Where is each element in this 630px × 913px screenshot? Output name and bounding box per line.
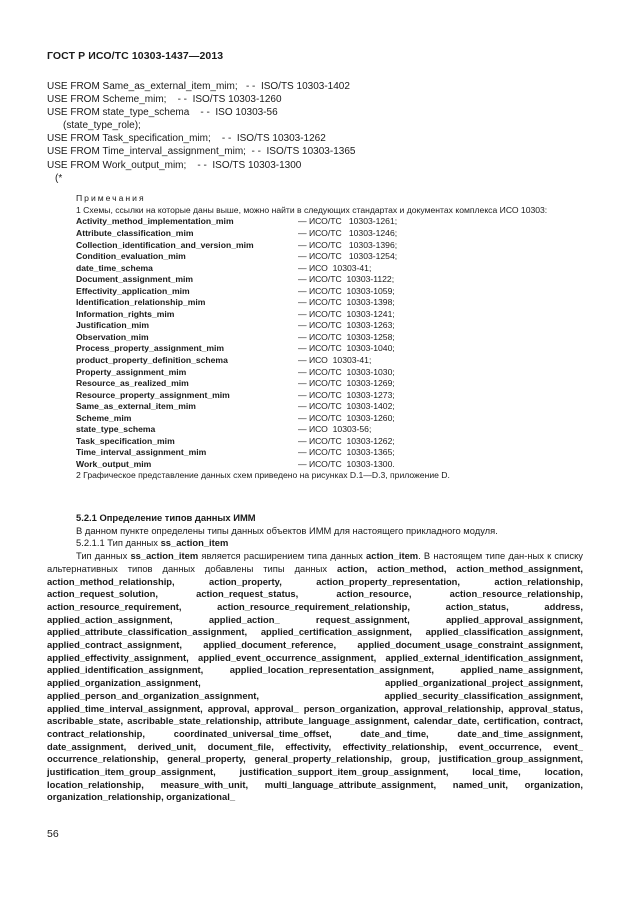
reference-row — [76, 436, 583, 448]
reference-row — [76, 447, 583, 459]
schema-name: state_type_schema — [76, 424, 156, 435]
schema-name: product_property_definition_schema — [76, 354, 228, 365]
section-body — [47, 512, 583, 804]
schema-name: Justification_mim — [76, 320, 150, 331]
schema-name: Identification_relationship_mim — [76, 297, 206, 308]
type-list: action, action_method, action_method_assignment, action_method_relationship, action_property, action_property_representation, action_relationship, action_request_solution, action_request_status, action_resource, action_resource_relationship, action_resource_requirement, action_resource_requirement_relationship, action_status, address, applied_action_assignment, applied_action_ request_assignment, applied_approval_assignment, applied_attribute_classification_assignment, applied_certification_assignment, applied_classification_assignment, applied_contract_assignment, applied_document_reference, applied_document_usage_constraint_assignment, applied_effectivity_assignment, applied_event_occurrence_assignment, applied_external_identification_assignment, applied_identification_assignment, applied_location_representation_assignment, applied_name_assignment, applied_organization_assignment, applied_organizational_project_assignment, applied_person_and_organization_assignment, applied_security_classification_assignment, applied_time_interval_assignment, approval, approval_ person_organization, approval_relationship, approval_status, ascribable_state, ascribable_state_relationship, attribute_language_assignment, calendar_date, certification, contract, contract_relationship, coordinated_universal_time_offset, date_and_time, date_and_time_assignment, date_assignment, derived_unit, document_file, effectivity, effectivity_relationship, event_occurrence, event_ occurrence_relationship, general_property, general_property_relationship, group, justification_group_assignment, justification_item_group_assignment, justification_support_item_group_assignment, local_time, location, location_relationship, measure_with_unit, multi_language_attribute_assignment, named_unit, organization, organization_relationship, organizational_ — [47, 562, 583, 803]
reference-row — [76, 309, 583, 321]
schema-name: Task_specification_mim — [76, 435, 175, 446]
subsection-prefix: 5.2.1.1 Тип данных — [76, 537, 161, 549]
reference-row — [76, 251, 583, 263]
standard-ref: — ИСО 10303-41; — [298, 354, 372, 365]
standard-ref: — ИСО/ТС 10303-1258; — [298, 331, 395, 342]
standard-ref: — ИСО/ТС 10303-1396; — [298, 239, 398, 250]
schema-name: Resource_as_realized_mim — [76, 378, 189, 389]
reference-row — [76, 378, 583, 390]
standard-ref: — ИСО 10303-41; — [298, 262, 372, 273]
schema-name: Document_assignment_mim — [76, 274, 194, 285]
document-header: ГОСТ Р ИСО/ТС 10303-1437—2013 — [47, 50, 224, 62]
page-number: 56 — [47, 828, 59, 840]
schema-name: Same_as_external_item_mim — [76, 401, 196, 412]
subsection-title — [47, 537, 583, 550]
reference-row — [76, 216, 583, 228]
schema-name: Information_rights_mim — [76, 308, 175, 319]
section-intro: В данном пункте определены типы данных объектов ИММ для настоящего прикладного модуля. — [76, 524, 498, 536]
schema-name: Condition_evaluation_mim — [76, 251, 186, 262]
use-line: USE FROM state_type_schema - - ISO 10303-56 — [47, 107, 278, 119]
text-run: Тип данных — [76, 550, 131, 562]
use-line: USE FROM Time_interval_assignment_mim; - - ISO/TS 10303-1365 — [47, 146, 356, 158]
type-name: action_item — [366, 550, 419, 562]
use-line: USE FROM Work_output_mim; - - ISO/TS 10303-1300 — [47, 159, 302, 171]
standard-ref: — ИСО/ТС 10303-1030; — [298, 366, 395, 377]
use-line: USE FROM Task_specification_mim; - - ISO/TS 10303-1262 — [47, 133, 326, 145]
reference-row — [76, 297, 583, 309]
schema-name: date_time_schema — [76, 262, 153, 273]
reference-row — [76, 286, 583, 298]
standard-ref: — ИСО/ТС 10303-1260; — [298, 412, 395, 423]
reference-row — [76, 390, 583, 402]
reference-row — [76, 459, 583, 471]
notes-title: Примечания — [76, 193, 146, 203]
schema-name: Attribute_classification_mim — [76, 227, 194, 238]
text-run: является расширением типа данных — [198, 550, 367, 562]
standard-ref: — ИСО/ТС 10303-1261; — [298, 216, 398, 227]
type-name: ss_action_item — [130, 550, 199, 562]
schema-name: Process_property_assignment_mim — [76, 343, 225, 354]
reference-row — [76, 413, 583, 425]
standard-ref: — ИСО/ТС 10303-1246; — [298, 227, 398, 238]
use-from-block — [47, 80, 355, 185]
schema-name: Resource_property_assignment_mim — [76, 389, 230, 400]
standard-ref: — ИСО/ТС 10303-1262; — [298, 435, 395, 446]
standard-ref: — ИСО/ТС 10303-1040; — [298, 343, 395, 354]
standard-ref: — ИСО/ТС 10303-1398; — [298, 297, 395, 308]
schema-name: Time_interval_assignment_mim — [76, 447, 207, 458]
standard-ref: — ИСО/ТС 10303-1254; — [298, 251, 398, 262]
schema-name: Scheme_mim — [76, 412, 132, 423]
reference-row — [76, 332, 583, 344]
use-line: USE FROM Scheme_mim; - - ISO/TS 10303-1260 — [47, 94, 282, 106]
standard-ref: — ИСО/ТС 10303-1273; — [298, 389, 395, 400]
note-1: 1 Схемы, ссылки на которые даны выше, можно найти в следующих стандартах и документах комплекса ИСО 10303: — [76, 204, 548, 215]
schema-name: Collection_identification_and_version_mim — [76, 239, 254, 250]
notes-block — [47, 193, 583, 482]
reference-row — [76, 228, 583, 240]
use-line: USE FROM Same_as_external_item_mim; - - ISO/TS 10303-1402 — [47, 81, 350, 92]
type-definition-paragraph — [47, 550, 583, 804]
reference-row — [76, 424, 583, 436]
text-run: . В настоящем типе дан-ных к списку альтернативных типов данных добавлены типы данных — [47, 550, 583, 574]
schema-name: Work_output_mim — [76, 458, 152, 469]
standard-ref: — ИСО/ТС 10303-1059; — [298, 285, 395, 296]
reference-row — [76, 274, 583, 286]
note-2: 2 Графическое представление данных схем приведено на рисунках D.1—D.3, приложение D. — [76, 470, 450, 481]
section-title: 5.2.1 Определение типов данных ИММ — [76, 512, 256, 523]
reference-row — [76, 240, 583, 252]
schema-references — [47, 216, 583, 470]
reference-row — [76, 263, 583, 275]
standard-ref: — ИСО/ТС 10303-1269; — [298, 378, 395, 389]
use-line: (state_type_role); — [63, 120, 141, 132]
subsection-type-name: ss_action_item — [160, 537, 229, 549]
comment-open: (* — [55, 172, 63, 184]
schema-name: Effectivity_application_mim — [76, 285, 190, 296]
schema-name: Activity_method_implementation_mim — [76, 216, 234, 227]
standard-ref: — ИСО/ТС 10303-1365; — [298, 447, 395, 458]
reference-row — [76, 343, 583, 355]
reference-row — [76, 355, 583, 367]
standard-ref: — ИСО/ТС 10303-1241; — [298, 308, 395, 319]
reference-row — [76, 320, 583, 332]
schema-name: Observation_mim — [76, 331, 149, 342]
standard-ref: — ИСО/ТС 10303-1300. — [298, 458, 395, 469]
standard-ref: — ИСО/ТС 10303-1402; — [298, 401, 395, 412]
schema-name: Property_assignment_mim — [76, 366, 187, 377]
standard-ref: — ИСО 10303-56; — [298, 424, 372, 435]
standard-ref: — ИСО/ТС 10303-1122; — [298, 274, 395, 285]
reference-row — [76, 401, 583, 413]
reference-row — [76, 367, 583, 379]
standard-ref: — ИСО/ТС 10303-1263; — [298, 320, 395, 331]
